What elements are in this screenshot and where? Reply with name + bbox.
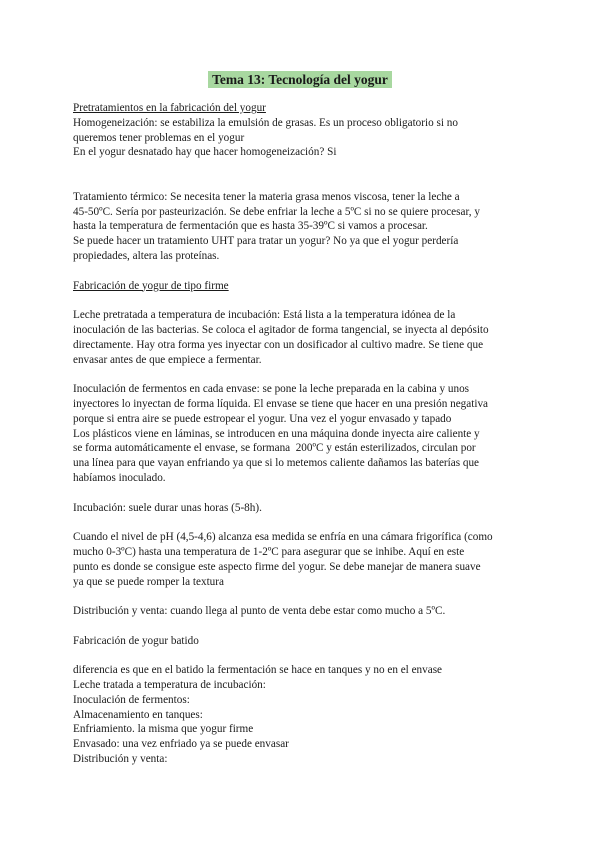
- paragraph-line: Leche tratada a temperatura de incubación:: [73, 679, 266, 692]
- paragraph-line: inoculación de las bacterias. Se coloca el agitador de forma tangencial, se inyecta al depósito: [73, 323, 489, 336]
- paragraph-line: ya que se puede romper la textura: [73, 575, 224, 588]
- paragraph-line: Distribución y venta: cuando llega al punto de venta debe estar como mucho a 5ºC.: [73, 605, 446, 618]
- paragraph-line: 45-50ºC. Sería por pasteurización. Se debe enfriar la leche a 5ºC si no se quiere procesar, y: [73, 205, 480, 218]
- paragraph-line: Cuando el nivel de pH (4,5-4,6) alcanza esa medida se enfría en una cámara frigorífica (como: [73, 531, 493, 544]
- paragraph-line: Almacenamiento en tanques:: [73, 708, 203, 721]
- paragraph-line: se forma automáticamente el envase, se formana 200ºC y están esterilizados, circulan por: [73, 442, 476, 455]
- heading-pretratamientos: Pretratamientos en la fabricación del yogur: [73, 102, 266, 114]
- paragraph-line: mucho 0-3ºC) hasta una temperatura de 1-2ºC para asegurar que se inhibe. Aquí en este: [73, 545, 465, 558]
- paragraph-line: porque si entra aire se puede estropear el yogur. Una vez el yogur envasado y tapado: [73, 412, 452, 425]
- paragraph-line: Se puede hacer un tratamiento UHT para tratar un yogur? No ya que el yogur perdería: [73, 235, 459, 248]
- paragraph-line: Incubación: suele durar unas horas (5-8h).: [73, 501, 262, 514]
- paragraph-line: queremos tener problemas en el yogur: [73, 131, 245, 144]
- paragraph-line: Leche pretratada a temperatura de incubación: Está lista a la temperatura idónea de la: [73, 309, 456, 322]
- paragraph-line: Enfriamiento. la misma que yogur firme: [73, 723, 254, 736]
- document-body: [73, 101, 533, 767]
- paragraph-line: punto es donde se consigue este aspecto firme del yogur. Se debe manejar de manera suave: [73, 560, 481, 573]
- paragraph-line: hasta la temperatura de fermentación que es hasta 35-39ºC si vamos a procesar.: [73, 220, 428, 233]
- title-wrap: [0, 71, 600, 89]
- paragraph-line: Inoculación de fermentos en cada envase: se pone la leche preparada en la cabina y unos: [73, 383, 470, 396]
- paragraph-line: inyectores lo inyectan de forma líquida. El envase se tiene que hacer en una presión negativa: [73, 397, 489, 410]
- paragraph-line: directamente. Hay otra forma yes inyectar con un dosificador al cultivo madre. Se tiene que: [73, 338, 484, 351]
- paragraph-line: envasar antes de que empiece a fermentar.: [73, 353, 262, 366]
- paragraph-line: Envasado: una vez enfriado ya se puede envasar: [73, 738, 289, 751]
- paragraph-line: diferencia es que en el batido la fermentación se hace en tanques y no en el envase: [73, 664, 443, 677]
- paragraph-line: En el yogur desnatado hay que hacer homogeneización? Si: [73, 146, 337, 159]
- heading-batido: Fabricación de yogur batido: [73, 634, 199, 647]
- paragraph-line: Inoculación de fermentos:: [73, 693, 190, 706]
- paragraph-line: una línea para que vayan enfriando ya que si lo metemos caliente dañamos las baterías que: [73, 457, 480, 470]
- paragraph-line: Los plásticos viene en láminas, se introducen en una máquina donde inyecta aire caliente y: [73, 427, 480, 440]
- paragraph-line: Distribución y venta:: [73, 753, 168, 766]
- paragraph-line: Tratamiento térmico: Se necesita tener la materia grasa menos viscosa, tener la leche a: [73, 190, 460, 203]
- paragraph-line: propiedades, altera las proteínas.: [73, 249, 220, 262]
- paragraph-line: Homogeneización: se estabiliza la emulsión de grasas. Es un proceso obligatorio si no: [73, 116, 458, 129]
- heading-firme: Fabricación de yogur de tipo firme: [73, 279, 229, 292]
- document-title: Tema 13: Tecnología del yogur: [208, 71, 392, 88]
- paragraph-line: habíamos inoculado.: [73, 471, 166, 484]
